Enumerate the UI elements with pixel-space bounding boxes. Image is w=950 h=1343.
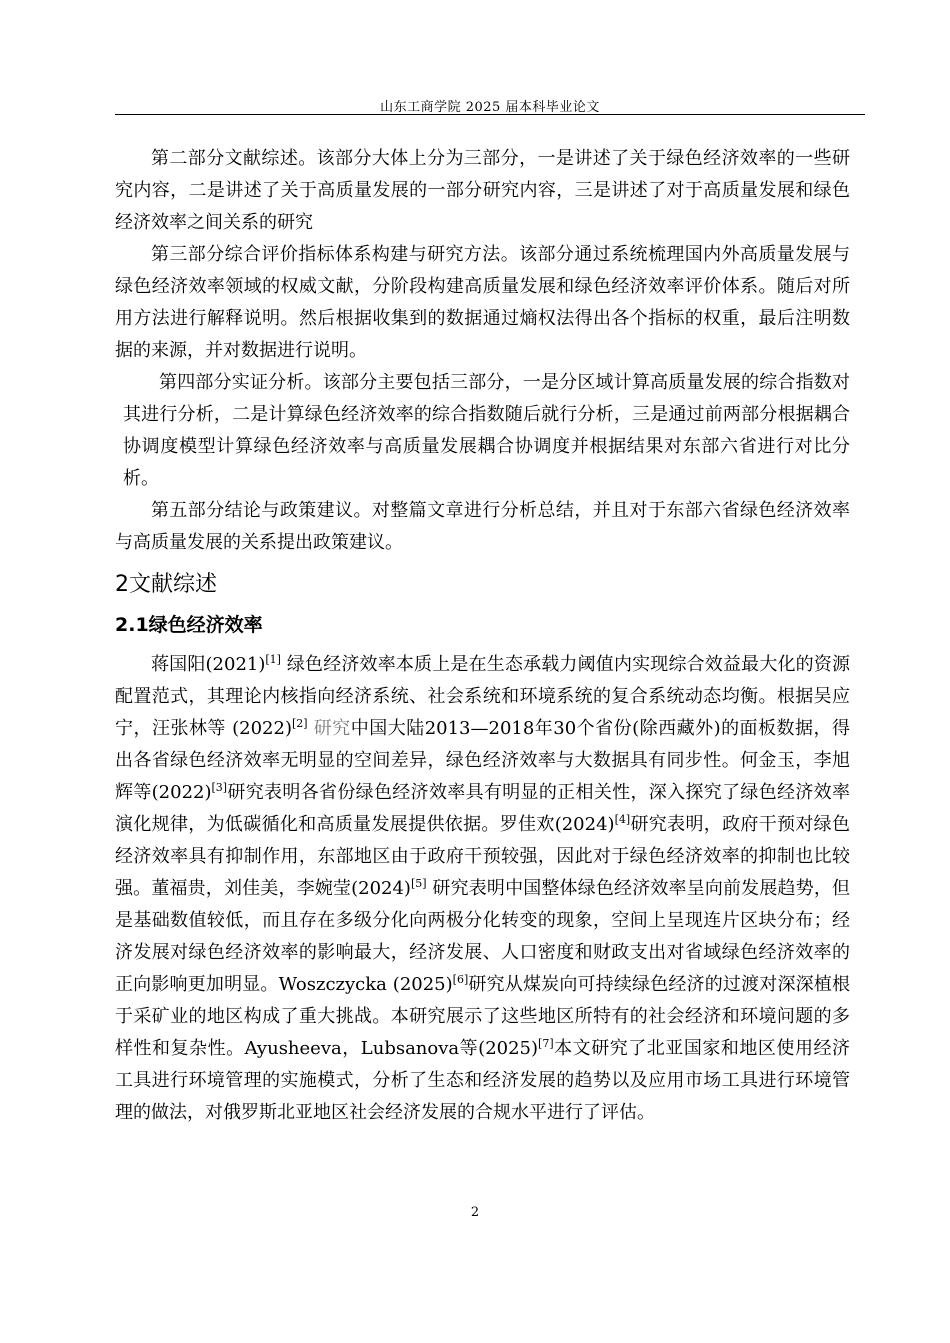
intro-paragraph-part2: 第二部分文献综述。该部分大体上分为三部分，一是讲述了关于绿色经济效率的一些研究内容，二是讲述了关于高质量发展的一部分研究内容，三是讲述了对于高质量发展和绿色经济效率之间关系的研究 <box>115 148 850 233</box>
review-text: 研究从煤炭向可持续绿色经济的过渡对深深植根于采矿业的地区构成了重大挑战。本研究展示了这些地区所特有的社会经济和环境问题的多样性和复杂性。Ayusheeva，Lubsanova等(2025) <box>115 974 850 1059</box>
page-body <box>115 143 850 1129</box>
intro-paragraph-part3: 第三部分综合评价指标体系构建与研究方法。该部分通过系统梳理国内外高质量发展与绿色经济效率领域的权威文献，分阶段构建高质量发展和绿色经济效率评价体系。随后对所用方法进行解释说明。然后根据收集到的数据通过熵权法得出各个指标的权重，最后注明数据的来源，并对数据进行说明。 <box>115 244 850 361</box>
citation-ref: [4] <box>614 813 631 826</box>
review-text: 研究表明，政府干预对绿色经济效率具有抑制作用，东部地区由于政府干预较强，因此对于绿色经济效率的抑制也比较强。董福贵，刘佳美，李婉莹(2024) <box>115 814 851 899</box>
citation-ref: [5] <box>410 877 427 890</box>
review-text: 本文研究了北亚国家和地区使用经济工具进行环境管理的实施模式，分析了生态和经济发展的趋势以及应用市场工具进行环境管理的做法，对俄罗斯北亚地区社会经济发展的合规水平进行了评估。 <box>115 1038 851 1123</box>
literature-review-paragraph <box>115 649 850 1129</box>
subsection-heading: 2.1绿色经济效率 <box>115 614 263 636</box>
review-text: 研究表明中国整体绿色经济效率呈向前发展趋势，但是基础数值较低，而且存在多级分化向两极分化转变的现象，空间上呈现连片区块分布；经济发展对绿色经济效率的影响最大，经济发展、人口密度和财政支出对省域绿色经济效率的正向影响更加明显。Woszczycka (2025) <box>115 878 850 995</box>
page-number: 2 <box>470 1205 480 1220</box>
review-text: 中国大陆2013—2018年30个省份(除西藏外)的面板数据，得出各省绿色经济效率无明显的空间差异，绿色经济效率与大数据具有同步性。何金玉，李旭辉等(2022) <box>115 718 850 803</box>
review-text: 绿色经济效率本质上是在生态承载力阈值内实现综合效益最大化的资源配置范式，其理论内核指向经济系统、社会系统和环境系统的复合系统动态均衡。根据吴应宁，汪张林等 (2022) <box>115 654 851 739</box>
section-heading: 2文献综述 <box>115 572 217 597</box>
citation-ref: [7] <box>538 1037 554 1050</box>
running-header: 山东工商学院 2025 届本科毕业论文 <box>380 100 600 115</box>
review-text: 研究表明各省份绿色经济效率具有明显的正相关性，深入探究了绿色经济效率演化规律，为低碳循化和高质量发展提供依据。罗佳欢(2024) <box>115 782 850 835</box>
review-text-highlight: 研究 <box>307 718 351 739</box>
citation-ref: [3] <box>211 781 228 794</box>
header-rule <box>115 114 865 115</box>
citation-ref: [6] <box>452 973 469 986</box>
citation-ref: [2] <box>291 717 308 730</box>
intro-paragraph-part4: 第四部分实证分析。该部分主要包括三部分，一是分区域计算高质量发展的综合指数对其进行分析，二是计算绿色经济效率的综合指数随后就行分析，三是通过前两部分根据耦合协调度模型计算绿色经济效率与高质量发展耦合协调度并根据结果对东部六省进行对比分析。 <box>123 372 850 489</box>
review-text: 蒋国阳(2021) <box>151 654 266 675</box>
intro-paragraph-part5: 第五部分结论与政策建议。对整篇文章进行分析总结，并且对于东部六省绿色经济效率与高质量发展的关系提出政策建议。 <box>115 500 850 553</box>
citation-ref: [1] <box>265 653 281 666</box>
